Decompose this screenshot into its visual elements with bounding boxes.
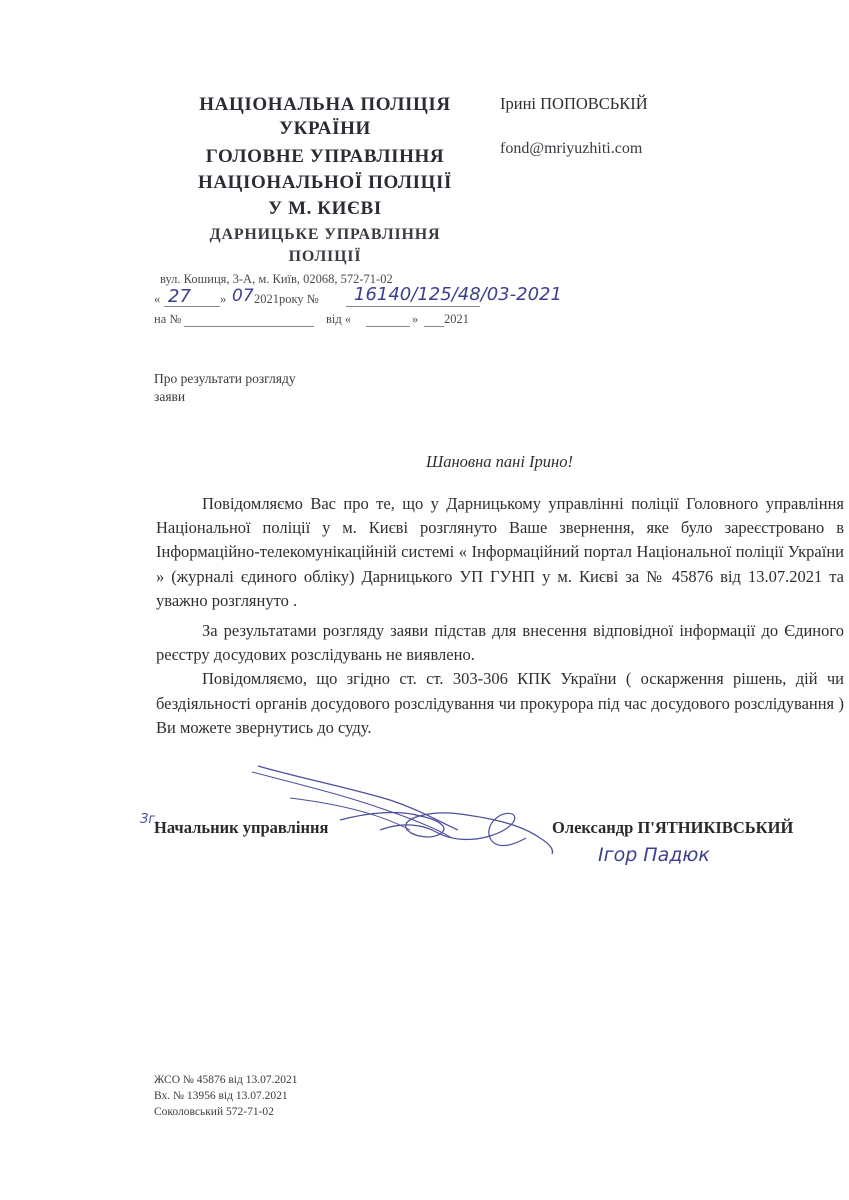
reference-year: 2021 — [444, 312, 469, 326]
reference-label: на № — [154, 312, 182, 326]
department-name-line-1: ДАРНИЦЬКЕ УПРАВЛІННЯ — [209, 226, 441, 243]
letterhead-line-1: НАЦІОНАЛЬНА ПОЛІЦІЯ — [199, 94, 451, 115]
body-paragraph-1: Повідомляємо Вас про те, що у Дарницькому управлінні поліції Головного управління Національної поліції у м. Києві розглянуто Ваше звернення, яке було зареєстровано в Інформаційно-телекомунікаційній системі « Інформаційний портал Національної поліції України » (журналі єдиного обліку) Дарницького УП ГУНП у м. Києві за № 45876 від 13.07.2021 та уважно розглянуто . — [156, 494, 844, 610]
letter-body — [156, 492, 844, 740]
handwritten-month: 07 — [232, 286, 254, 306]
signatory-position: Начальник управління — [154, 818, 329, 837]
close-quote: » — [220, 292, 227, 306]
department-address: вул. Кошиця, 3-А, м. Київ, 02068, 572-71-02 — [160, 272, 393, 286]
letterhead-line-3: ГОЛОВНЕ УПРАВЛІННЯ — [205, 146, 445, 167]
number-underline — [346, 306, 480, 307]
reference-close-quote: » — [412, 312, 419, 326]
footer-line-1: ЖСО № 45876 від 13.07.2021 — [154, 1074, 298, 1086]
signature-scribble — [140, 758, 600, 868]
recipient-email: fond@mriyuzhiti.com — [500, 140, 643, 157]
reference-number-blank — [184, 326, 314, 327]
body-paragraph-2: За результатами розгляду заяви підстав для внесення відповідної інформації до Єдиного реєстру досудових розслідувань не виявлено. — [156, 621, 844, 665]
day-underline — [164, 306, 220, 307]
subject-line-1: Про результати розгляду — [154, 371, 296, 386]
outgoing-number-line — [154, 284, 594, 312]
reference-from-label: від « — [326, 312, 352, 326]
footer-line-2: Вх. № 13956 від 13.07.2021 — [154, 1090, 288, 1102]
subject — [154, 370, 296, 406]
reference-line — [154, 312, 484, 332]
letterhead-line-5: У М. КИЄВІ — [268, 198, 382, 219]
subject-line-2: заяви — [154, 389, 186, 404]
open-quote: « — [154, 292, 161, 306]
footer — [154, 1072, 297, 1120]
outgoing-year: 2021року № — [254, 292, 319, 306]
recipient-name: Ірині ПОПОВСЬКІЙ — [500, 94, 648, 113]
letterhead-line-2: УКРАЇНИ — [279, 118, 371, 139]
footer-line-3: Соколовський 572-71-02 — [154, 1106, 274, 1118]
letterhead-line-4: НАЦІОНАЛЬНОЇ ПОЛІЦІЇ — [197, 172, 453, 193]
handwritten-day: 27 — [168, 286, 191, 307]
handwritten-mark: Зг. — [140, 812, 160, 827]
handwritten-outgoing-number: 16140/125/48/03-2021 — [354, 284, 562, 305]
reference-year-blank — [424, 326, 444, 327]
reference-date-blank — [366, 326, 410, 327]
salutation: Шановна пані Ірино! — [426, 452, 573, 471]
signatory-name: Олександр П'ЯТНИКІВСЬКИЙ — [552, 818, 794, 837]
department-name-line-2: ПОЛІЦІЇ — [288, 248, 362, 265]
handwritten-executor-name: Ігор Падюк — [598, 844, 710, 866]
body-paragraph-3: Повідомляємо, що згідно ст. ст. 303-306 КПК України ( оскарження рішень, дій чи бездіяльності органів досудового розслідування чи прокурора під час досудового розслідування ) Ви можете звернутись до суду. — [156, 669, 844, 737]
